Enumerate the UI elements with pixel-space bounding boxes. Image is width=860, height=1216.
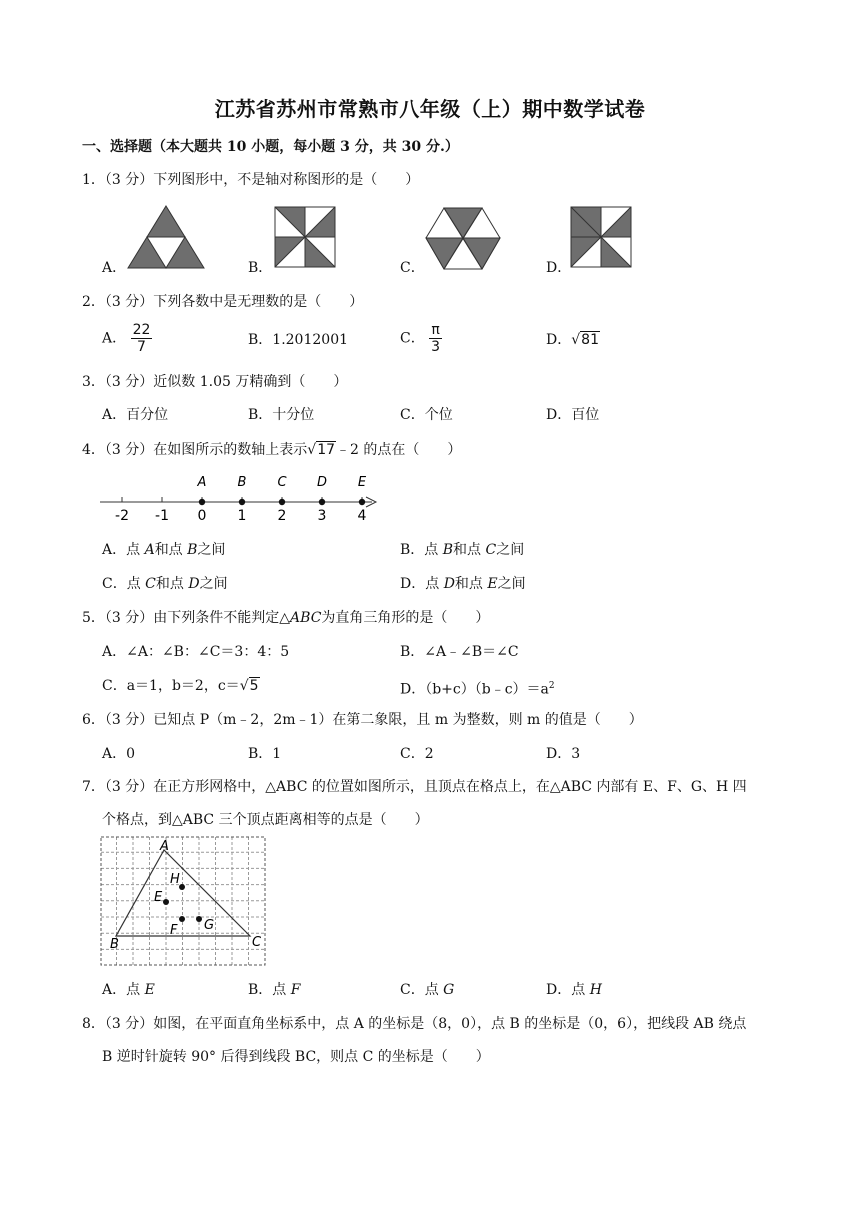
- sqrt-symbol: √: [571, 332, 581, 348]
- question-7-line-2: 个格点，到△ABC 三个顶点距离相等的点是（ ）: [102, 812, 429, 828]
- axis-point: [239, 499, 245, 505]
- q1-figure-b-square: [274, 206, 338, 268]
- question-8-line-2: B 逆时针旋转 90° 后得到线段 BC，则点 C 的坐标是（ ）: [102, 1049, 490, 1065]
- axis-point-label: E: [357, 475, 367, 490]
- q4-option-b: B．点 B和点 C之间: [400, 542, 525, 558]
- q2-fraction-pi-3: $\frac{\pi}{3}$: [431, 322, 441, 355]
- q4-number-line: [100, 470, 390, 526]
- q3-option-a: A．百分位: [102, 407, 169, 423]
- q5-option-c: C．a＝1，b＝2，c＝√5: [102, 678, 259, 694]
- axis-number-label: -1: [155, 508, 169, 524]
- sqrt-symbol: √: [307, 442, 317, 458]
- q1-figure-a-triangle: [128, 204, 208, 270]
- axis-point: [359, 499, 365, 505]
- q2-option-b-value: 1.2012001: [272, 332, 349, 348]
- q7-option-d: D．点 H: [546, 982, 602, 998]
- radicand: 17: [317, 442, 336, 458]
- q6-option-d: D．3: [546, 746, 581, 762]
- question-7-line-1: 7．（3 分）在正方形网格中，△ABC 的位置如图所示，且顶点在格点上，在△ABC 内部有 E、F、G、H 四: [82, 779, 747, 795]
- q1-option-d-label: D．: [546, 260, 572, 276]
- q7-option-b: B．点 F: [248, 982, 301, 998]
- q6-option-c: C．2: [400, 746, 434, 762]
- question-3-stem: 3．（3 分）近似数 1.05 万精确到（ ）: [82, 374, 348, 390]
- q5-option-b: B．∠A﹣∠B＝∠C: [400, 644, 519, 660]
- grid-point-label: F: [170, 923, 178, 938]
- grid-point-label: C: [252, 935, 262, 950]
- q1-figure-c-hexagon: [426, 207, 502, 271]
- q3-option-b: B．十分位: [248, 407, 315, 423]
- grid-point-label: B: [110, 937, 119, 952]
- q7-option-c: C．点 G: [400, 982, 455, 998]
- grid-point-label: A: [160, 839, 169, 854]
- q4-option-c: C．点 C和点 D之间: [102, 576, 228, 592]
- q6-option-a: A．0: [102, 746, 136, 762]
- question-2-stem: 2．（3 分）下列各数中是无理数的是（ ）: [82, 294, 364, 310]
- q5-option-d: D．$(b+c)(b﹣c)=a^2$: [400, 681, 555, 698]
- axis-point: [319, 499, 325, 505]
- q6-option-b: B．1: [248, 746, 282, 762]
- axis-number-label: 3: [317, 508, 327, 524]
- question-6-stem: 6．（3 分）已知点 P（m﹣2，2m﹣1）在第二象限，且 m 为整数，则 m 的值是（ ）: [82, 712, 643, 728]
- q2-option-a: [102, 322, 152, 355]
- q4-option-a: A．点 A和点 B之间: [102, 542, 226, 558]
- q1-figure-d-square: [570, 206, 634, 268]
- question-8-line-1: 8．（3 分）如图，在平面直角坐标系中，点 A 的坐标是（8，0），点 B 的坐标是（0，6），把线段 AB 绕点: [82, 1016, 747, 1032]
- q2-option-b-label: B．: [248, 332, 273, 348]
- grid-point-label: H: [170, 872, 180, 887]
- axis-number-label: 4: [357, 508, 367, 524]
- axis-point: [199, 499, 205, 505]
- axis-number-label: 0: [197, 508, 207, 524]
- q5-option-a: A．∠A：∠B：∠C＝3：4：5: [102, 644, 290, 660]
- axis-point-label: C: [277, 475, 287, 490]
- q1-option-b-label: B．: [248, 260, 273, 276]
- radicand: 81: [581, 332, 599, 348]
- q3-option-c: C．个位: [400, 407, 453, 423]
- question-1-stem: 1．（3 分）下列图形中，不是轴对称图形的是（ ）: [82, 172, 420, 188]
- question-5-stem: 5．（3 分）由下列条件不能判定△ABC为直角三角形的是（ ）: [82, 610, 490, 626]
- q4-option-d: D．点 D和点 E之间: [400, 576, 526, 592]
- q2-option-a-label: A．: [102, 330, 127, 347]
- grid-point-label: G: [204, 918, 215, 933]
- q1-option-c-label: C．: [400, 260, 425, 276]
- q2-option-d: [546, 330, 600, 350]
- axis-number-label: -2: [115, 508, 129, 524]
- axis-point: [279, 499, 285, 505]
- q2-option-b: [248, 330, 348, 350]
- q2-option-c: [400, 322, 442, 355]
- axis-point-label: B: [237, 475, 247, 490]
- axis-point-label: A: [197, 475, 207, 490]
- grid-point-label: E: [154, 890, 163, 905]
- sqrt-symbol: √: [239, 678, 249, 694]
- axis-number-label: 2: [277, 508, 287, 524]
- q2-fraction-22-7: $\frac{22}{7}$: [132, 322, 151, 355]
- q2-option-c-label: C．: [400, 330, 425, 347]
- radicand: 5: [249, 678, 259, 694]
- q7-option-a: A．点 E: [102, 982, 155, 998]
- q7-grid-figure: [100, 836, 268, 968]
- question-4-stem: 4．（3 分）在如图所示的数轴上表示√17﹣2 的点在（ ）: [82, 442, 462, 458]
- q1-option-a-label: A．: [102, 260, 127, 276]
- q3-option-d: D．百位: [546, 407, 600, 423]
- q2-option-d-label: D．: [546, 332, 572, 348]
- axis-number-label: 1: [237, 508, 247, 524]
- axis-point-label: D: [316, 475, 328, 490]
- page-title: 江苏省苏州市常熟市八年级（上）期中数学试卷: [214, 97, 646, 121]
- section-heading: 一、选择题（本大题共 10 小题，每小题 3 分，共 30 分.）: [82, 139, 459, 155]
